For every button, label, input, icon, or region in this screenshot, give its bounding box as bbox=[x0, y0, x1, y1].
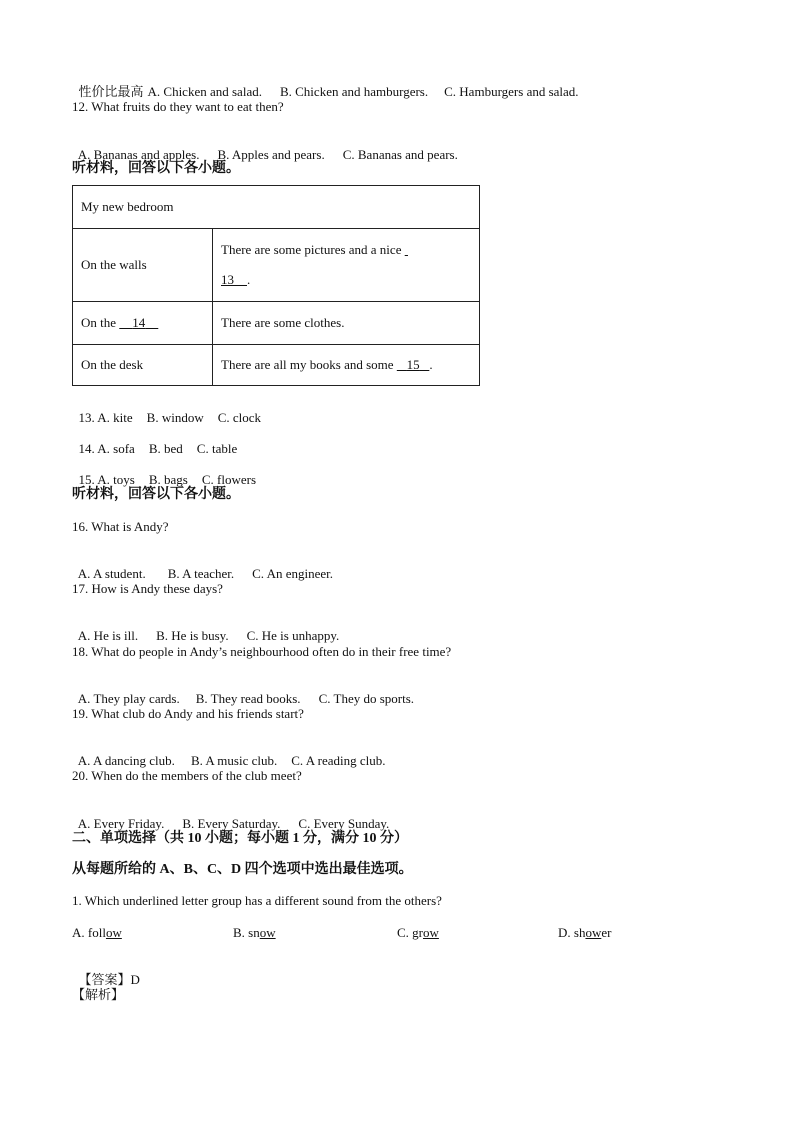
answer-line bbox=[72, 956, 140, 988]
option-text: B. sn bbox=[233, 925, 260, 940]
option-a: A. They play cards. bbox=[77, 691, 180, 706]
table-row bbox=[73, 302, 480, 345]
cell-text: . bbox=[247, 272, 251, 287]
option-c: C. They do sports. bbox=[318, 691, 415, 706]
option-c: C. clock bbox=[217, 410, 262, 425]
option-text: D. sh bbox=[558, 925, 586, 940]
option-b: B. A teacher. bbox=[167, 566, 235, 581]
cell-text: There are some pictures and a nice bbox=[221, 242, 405, 257]
option-b: B. bags bbox=[148, 472, 188, 487]
underlined-letters: ow bbox=[423, 925, 439, 940]
option-b: B. Chicken and hamburgers. bbox=[279, 84, 429, 99]
blank-line bbox=[405, 235, 423, 265]
option-b: B. window bbox=[146, 410, 204, 425]
option-b: B. They read books. bbox=[195, 691, 301, 706]
option-c: C. table bbox=[196, 441, 238, 456]
q20-options bbox=[72, 800, 389, 832]
bedroom-table bbox=[72, 185, 480, 386]
option-a: A. Every Friday. bbox=[77, 816, 165, 831]
part2-heading: 二、单项选择（共 10 小题；每小题 1 分，满分 10 分） bbox=[72, 831, 408, 846]
q16-question: 16. What is Andy? bbox=[72, 519, 169, 534]
blank-number bbox=[397, 357, 433, 373]
option-c: C. He is unhappy. bbox=[246, 628, 340, 643]
table-row bbox=[73, 229, 480, 302]
q15-options bbox=[72, 456, 256, 488]
table-title: My new bedroom bbox=[73, 186, 480, 229]
option-b: B. A music club. bbox=[190, 753, 278, 768]
mc1-question: 1. Which underlined letter group has a different sound from the others? bbox=[72, 893, 442, 908]
mc1-option-b bbox=[233, 925, 276, 941]
option-a: A. Bananas and apples. bbox=[77, 147, 200, 162]
q20-question: 20. When do the members of the club meet? bbox=[72, 768, 302, 783]
blank-label: 14 bbox=[132, 315, 146, 330]
q14-options bbox=[72, 425, 237, 457]
table-cell bbox=[73, 302, 213, 345]
q18-options bbox=[72, 675, 414, 707]
option-b: B. Apples and pears. bbox=[217, 147, 325, 162]
table-cell: There are some clothes. bbox=[213, 302, 480, 345]
q11-options bbox=[72, 68, 579, 100]
q19-question: 19. What club do Andy and his friends start? bbox=[72, 706, 304, 721]
option-a: 14. A. sofa bbox=[78, 441, 135, 456]
option-a: 13. A. kite bbox=[78, 410, 133, 425]
mc1-option-c bbox=[397, 925, 439, 941]
option-c: C. flowers bbox=[201, 472, 257, 487]
option-text: A. foll bbox=[72, 925, 106, 940]
q18-question: 18. What do people in Andy’s neighbourhood often do in their free time? bbox=[72, 644, 452, 659]
option-c: C. Hamburgers and salad. bbox=[444, 84, 579, 99]
q12-options bbox=[72, 131, 458, 163]
underlined-letters: ow bbox=[105, 925, 122, 940]
option-c: C. Bananas and pears. bbox=[342, 147, 458, 162]
section-prompt: 听材料，回答以下各小题。 bbox=[72, 487, 240, 502]
q13-options bbox=[72, 394, 261, 426]
underlined-letters: ow bbox=[585, 925, 602, 940]
section-prompt: 听材料，回答以下各小题。 bbox=[72, 161, 240, 176]
option-b: B. He is busy. bbox=[156, 628, 229, 643]
cell-text: . bbox=[429, 357, 433, 372]
analysis-label: 【解析】 bbox=[72, 987, 125, 1002]
option-a: A. A student. bbox=[77, 566, 146, 581]
answer-label: 【答案】 bbox=[78, 972, 131, 987]
q11-prefix: 性价比最高 bbox=[78, 84, 144, 99]
blank-number bbox=[221, 265, 247, 295]
part2-instruction: 从每题所给的 A、B、C、D 四个选项中选出最佳选项。 bbox=[72, 862, 413, 877]
answer-value: D bbox=[130, 972, 140, 987]
q19-options bbox=[72, 737, 386, 769]
table-cell: On the desk bbox=[73, 345, 213, 386]
option-a: A. A dancing club. bbox=[77, 753, 175, 768]
table-row bbox=[73, 345, 480, 386]
option-c: C. An engineer. bbox=[252, 566, 334, 581]
option-a: A. Chicken and salad. bbox=[147, 84, 262, 99]
mc1-option-a bbox=[72, 925, 122, 941]
blank-number bbox=[119, 315, 158, 331]
option-text: er bbox=[601, 925, 612, 940]
q12-question: 12. What fruits do they want to eat then? bbox=[72, 99, 284, 114]
table-cell bbox=[213, 345, 480, 386]
option-text: C. gr bbox=[397, 925, 423, 940]
blank-label: 15 bbox=[406, 357, 420, 372]
q16-options bbox=[72, 550, 333, 582]
option-a: 15. A. toys bbox=[78, 472, 135, 487]
underlined-letters: ow bbox=[259, 925, 276, 940]
mc1-option-d bbox=[558, 925, 611, 941]
q17-question: 17. How is Andy these days? bbox=[72, 581, 223, 596]
q17-options bbox=[72, 612, 339, 644]
cell-text: On the bbox=[81, 315, 120, 330]
option-c: C. Every Sunday. bbox=[298, 816, 390, 831]
option-b: B. bed bbox=[148, 441, 183, 456]
cell-text: There are all my books and some bbox=[221, 357, 397, 372]
blank-label: 13 bbox=[221, 272, 234, 287]
option-b: B. Every Saturday. bbox=[182, 816, 281, 831]
table-cell: On the walls bbox=[73, 229, 213, 302]
table-cell bbox=[213, 229, 480, 302]
option-c: C. A reading club. bbox=[291, 753, 386, 768]
option-a: A. He is ill. bbox=[77, 628, 139, 643]
